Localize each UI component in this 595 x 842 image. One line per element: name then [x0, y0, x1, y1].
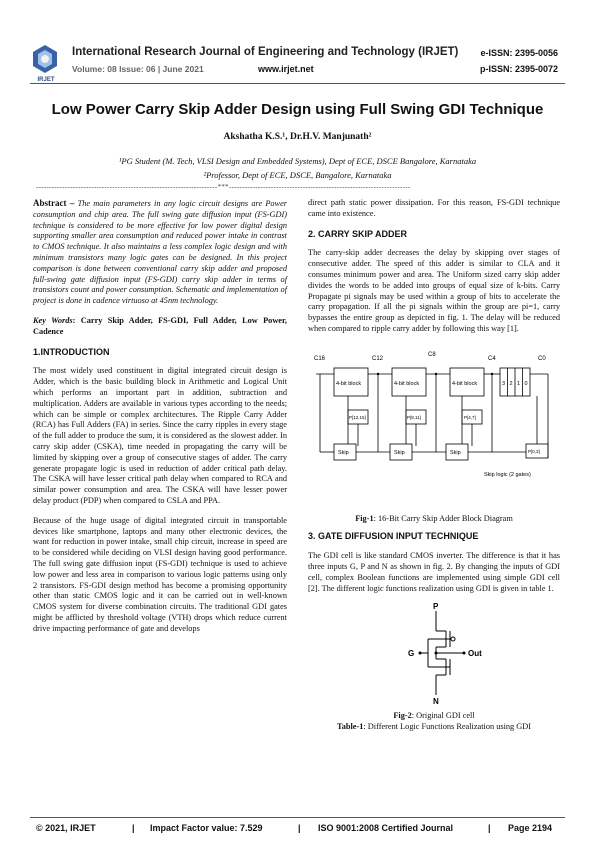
fig1-caption-text: : 16-Bit Carry Skip Adder Block Diagram [373, 513, 513, 523]
footer-copyright: © 2021, IRJET [36, 823, 96, 833]
affiliation-1: ¹PG Student (M. Tech, VLSI Design and Embedded Systems), Dept of ECE, DSCE Bangalore, Karnataka [118, 156, 477, 166]
fig1-bit-0: 0 [524, 380, 528, 387]
fig1-block-3: 4-bit block [452, 380, 478, 387]
left-column [33, 198, 287, 643]
affiliation-2: ²Professor, Dept of ECE, DSCE, Bangalore, Karnataka [203, 170, 392, 180]
right-column [308, 198, 560, 740]
fig2-label-n: N [433, 697, 439, 706]
fig1-block-2: 4-bit block [394, 380, 420, 387]
fig2-caption-label: Fig-2 [393, 711, 412, 721]
keywords-text: : Carry Skip Adder, FS-GDI, Full Adder, Low Power, Cadence [33, 315, 287, 336]
fig1-p-0-3: P[0,3] [528, 448, 540, 454]
fig2-caption-text: : Original GDI cell [411, 711, 475, 721]
separator: ---------------------------------------------------------------------***--------------------------------------------------------------------- [36, 183, 411, 191]
section-heading-carry-skip-adder: 2. CARRY SKIP ADDER [308, 228, 408, 239]
fig1-skip-1: Skip [338, 449, 349, 456]
footer-page-number: Page 2194 [508, 823, 553, 833]
fig1-skip-2: Skip [394, 449, 405, 456]
intro-paragraph-2: Because of the huge usage of digital integrated circuit in transportable devices like smartphone, laptops and many other electronic devices, the want for reduction in power intake, small chip circuit, increase in speed are to be considered while deciding on VLSI design having good performance. The full swing gate diffusion input (FS-GDI) technique is used to achieve low power and less area in comparison to various logic patterns using only 2 transistors. FS-GDI design method has become a promising opportunity other than static CMOS logic and it can be carried out in well-known CMOS system for diverse combination circuits. The traditional GDI gates might be afflicted by threshold voltage (VTH) drops which reduce current drive impacting performance of gate and develops [33, 515, 287, 633]
keywords [33, 316, 287, 338]
footer-separator: | [298, 823, 301, 833]
section-heading-introduction: 1.INTRODUCTION [33, 346, 110, 357]
intro-paragraph-1: The most widely used constituent in digital integrated circuit design is Adder, which is the basic building block in Arithmetic and Logical Unit which performs an important part in addition, subtraction and multiplication. Adders are available in various types according to the needs; which can be simple or complex architectures. The Ripple Carry Adder (RCA) has Full Adders (FA) in series. Since the carry ripples in every stage of the full adder to produce the sum, it is considered as the slowest adder. In carry skip adder (CSKA), time needed in propagating the carry will be limited by skipping over a group of consecutive stages of adder. The carry generate propagate logic is used in reduction of adder critical path delay. The CSKA will have lesser critical path delay when compared to RCA and similar power consumption and area. The CSKA will have lesser power delay product (PDP) when compared to CSLA and PPA. [33, 366, 287, 505]
e-issn: e-ISSN: 2395-0056 [480, 48, 558, 58]
journal-website-link[interactable]: www.irjet.net [258, 64, 314, 74]
keywords-label: Key Words [33, 315, 73, 325]
fig1-caption-label: Fig-1 [355, 513, 374, 523]
abstract-text: The main parameters in any logic circuit designs are Power consumption and chip area. The full swing gate diffusion input (FS-GDI) technique is considered to be more effective for low power digital design supporting smaller area consumption and reduced power intake in contrast to CMOS technique. It also maintains a less complex logic design and with minimum transistors many logic gates can be designed. In this project comparison is done between conventional carry skip adder and proposed full-swing gate diffusion input (FS-GDI) carry skip adder in terms of transistors count and power consumption. Schematic and implementation of project is done in cadence virtuoso at 45nm technology. [33, 199, 287, 306]
paper-title: Low Power Carry Skip Adder Design using Full Swing GDI Technique [51, 101, 544, 118]
table1-caption [308, 722, 560, 733]
table1-caption-text: : Different Logic Functions Realization using GDI [363, 721, 532, 731]
fig2-caption [308, 711, 560, 722]
header-divider [30, 83, 565, 84]
fig2-label-g: G [408, 649, 415, 659]
fig1-p-8-11: P[8,11] [407, 414, 421, 420]
fig1-skip-3: Skip [450, 449, 461, 456]
gdi-paragraph: The GDI cell is like standard CMOS inverter. The difference is that it has three inputs G, P and N as shown in fig. 2. By changing the inputs of GDI cell, complex Boolean functions are implemented using simple GDI cell [2]. The different logic functions realization using GDI is given in table 1. [308, 551, 560, 593]
csa-paragraph: The carry-skip adder decreases the delay by skipping over stages of consecutive adder. The speed of this adder is similar to CLA and it consumes minimum power and area. The Uniform sized carry skip adder divides the words to be added into groups of equal size of k-bits. Carry Propagate pi signals may be used within a group of bits to accelerate the carry propagation. If all the pi signals within the group are pi=1, carry bypasses the entire group as depicted in fig. 1. The delay will be reduced when compared to ripple carry adder by following this way [1]. [308, 248, 560, 333]
logo-text: IRJET [37, 77, 55, 83]
p-issn: p-ISSN: 2395-0072 [479, 64, 558, 74]
fig1-p-12-15: P[12,15] [349, 414, 366, 420]
fig1-label-c8: C8 [428, 351, 436, 358]
fig1-label-c16: C16 [314, 355, 326, 362]
footer-iso: ISO 9001:2008 Certified Journal [318, 823, 454, 833]
table1-caption-label: Table-1 [336, 721, 364, 731]
authors: Akshatha K.S.¹, Dr.H.V. Manjunath² [223, 132, 372, 142]
abstract-label: Abstract – [33, 198, 75, 208]
footer-separator: | [488, 823, 491, 833]
fig1-caption [308, 514, 560, 525]
volume-info: Volume: 08 Issue: 06 | June 2021 [72, 64, 204, 74]
fig1-block-1: 4-bit block [336, 380, 362, 387]
fig2-label-p: P [433, 602, 439, 612]
fig2-label-out: Out [468, 649, 482, 659]
footer-impact-factor: Impact Factor value: 7.529 [150, 823, 263, 833]
fig1-bit-2: 2 [509, 380, 513, 387]
fig1-label-c12: C12 [372, 355, 384, 362]
abstract [33, 198, 287, 307]
irjet-logo-icon [30, 44, 60, 76]
right-paragraph-0: direct path static power dissipation. For this reason, FS-GDI technique came into existence. [308, 198, 560, 218]
fig1-label-c4: C4 [488, 355, 496, 362]
fig1-skip-logic-label: Skip logic (2 gates) [484, 471, 531, 478]
carry-skip-adder-diagram [312, 346, 556, 506]
fig1-bit-1: 1 [517, 380, 521, 387]
journal-header [30, 44, 570, 88]
fig1-label-c0: C0 [538, 355, 546, 362]
fig1-bit-3: 3 [502, 380, 506, 387]
journal-title: International Research Journal of Engineering and Technology (IRJET) [72, 46, 459, 58]
fig1-p-4-7: P[4,7] [464, 414, 476, 420]
section-heading-gdi: 3. GATE DIFFUSION INPUT TECHNIQUE [308, 531, 479, 542]
footer-divider [30, 817, 565, 818]
footer-separator: | [132, 823, 135, 833]
gdi-cell-diagram [308, 601, 560, 705]
